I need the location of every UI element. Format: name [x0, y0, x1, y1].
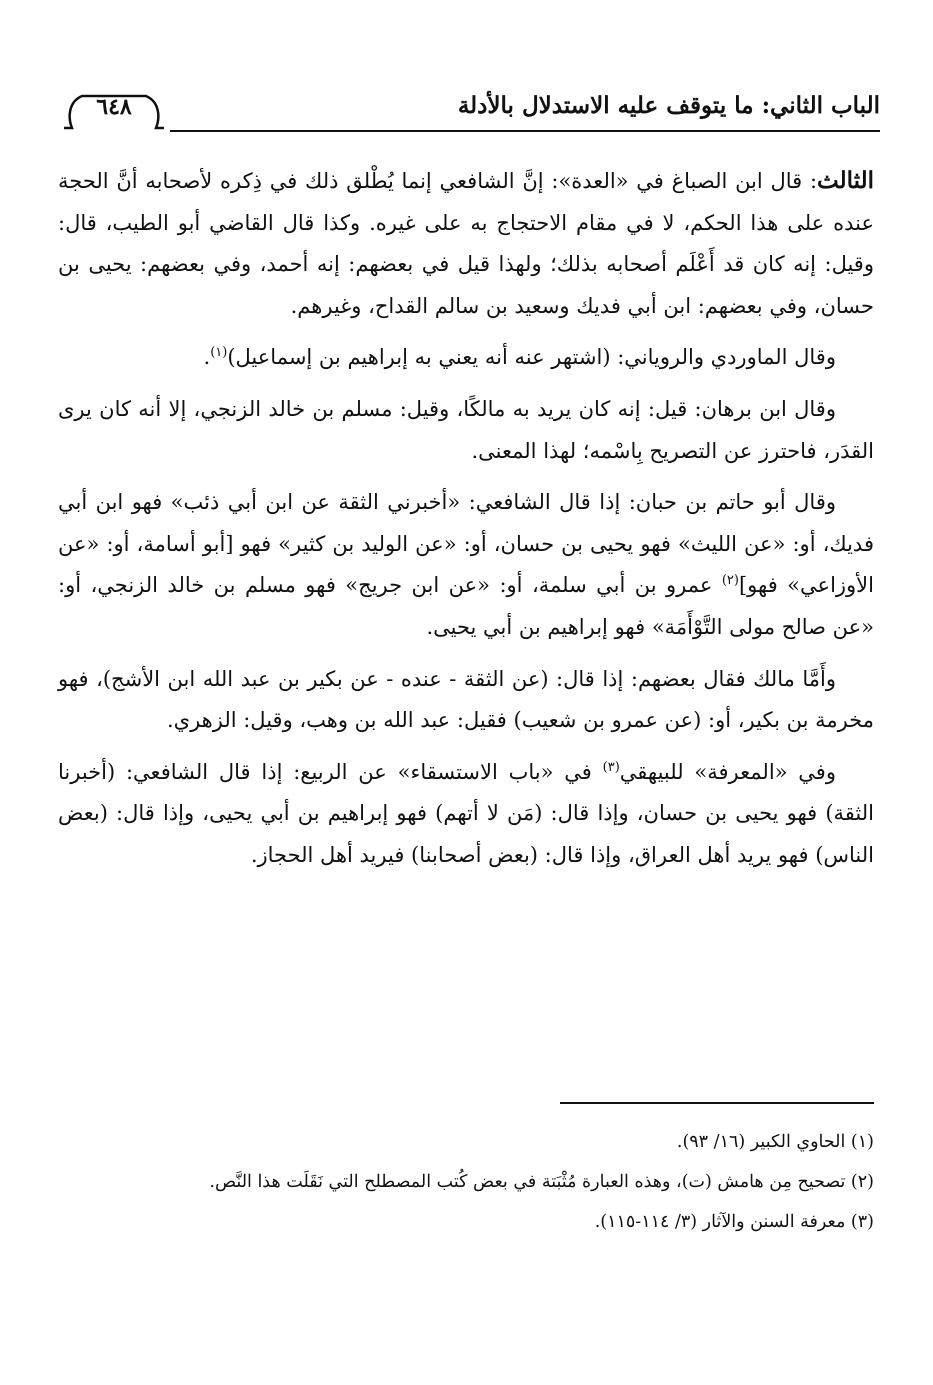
paragraph-text: وفي «المعرفة» للبيهقي [619, 759, 836, 784]
footnote-1: (١) الحاوي الكبير (١٦/ ٩٣). [676, 1132, 874, 1152]
footnote-ref-3[interactable]: (٣) [602, 759, 620, 775]
main-text [58, 160, 874, 887]
chapter-title: الباب الثاني: ما يتوقف عليه الاستدلال بالأدلة [457, 92, 880, 119]
paragraph-4 [58, 482, 874, 648]
paragraph-tail: . [203, 345, 211, 370]
footnote-divider [560, 1102, 874, 1104]
paragraph-2 [58, 337, 874, 379]
footnotes [58, 1124, 874, 1244]
header-divider [170, 130, 880, 132]
paragraph-text: وقال ابن برهان: قيل: إنه كان يريد به مالكًا، وقيل: مسلم بن خالد الزنجي، إلا أنه كان يرى القدَر، فاحترز عن التصريح بِاسْمه؛ لهذا المعنى. [58, 396, 874, 463]
paragraph-5 [58, 659, 874, 742]
page-header [60, 84, 880, 136]
page-number-badge [60, 88, 168, 130]
paragraph-tail: في «باب الاستسقاء» عن الربيع: إذا قال الشافعي: (أخبرنا الثقة) فهو يحيى بن حسان، وإذا قال: (مَن لا أتهم) فهو إبراهيم بن أبي يحيى، وإذا قال: (بعض الناس) فهو يريد أهل العراق، وإذا قال: (بعض أصحابنا) فيريد أهل الحجاز. [58, 759, 874, 867]
paragraph-6 [58, 752, 874, 877]
footnote-ref-1[interactable]: (١) [210, 345, 228, 361]
paragraph-tail: عمرو بن أبي سلمة، أو: «عن ابن جريج» فهو مسلم بن خالد الزنجي، أو: «عن صالح مولى التَّوْأَمَة» فهو إبراهيم بن أبي يحيى. [58, 573, 874, 639]
paragraph-1 [58, 160, 874, 327]
paragraph-text: وأَمَّا مالك فقال بعضهم: إذا قال: (عن الثقة - عنده - عن بكير بن عبد الله ابن الأشج)، فهو مخرمة بن بكير، أو: (عن عمرو بن شعيب) فقيل: عبد الله بن وهب، وقيل: الزهري. [58, 666, 874, 733]
paragraph-text: : قال ابن الصباغ في «العدة»: إنَّ الشافعي إنما يُطْلق ذلك في ذِكره لأصحابه أنَّ الحجة عنده على هذا الحكم، لا في مقام الاحتجاج به على غيره. وكذا قال القاضي أبو الطيب، قال: وقيل: إنه كان قد أَعْلَم أصحابه بذلك؛ ولهذا قيل في بعضهم: إنه أحمد، وفي بعضهم: يحيى بن حسان، وفي بعضهم: ابن أبي فديك وسعيد بن سالم القداح، وغيرهم. [58, 169, 874, 318]
paragraph-lead-word: الثالث [817, 167, 874, 194]
paragraph-text: وقال الماوردي والروياني: (اشتهر عنه أنه يعني به إبراهيم بن إسماعيل) [227, 345, 836, 370]
footnote-2: (٢) تصحيح مِن هامش (ت)، وهذه العبارة مُثْبَتة في بعض كُتب المصطلح التي نَقَلَت هذا النَّص. [209, 1172, 874, 1192]
paragraph-text: وقال أبو حاتم بن حبان: إذا قال الشافعي: «أخبرني الثقة عن ابن أبي ذئب» فهو ابن أبي فديك، أو: «عن الليث» فهو يحيى بن حسان، أو: «عن الوليد بن كثير» فهو [أبو أسامة، أو: «عن الأوزاعي» فهو] [58, 490, 874, 598]
page-number: ٦٤٨ [96, 94, 132, 120]
paragraph-3 [58, 389, 874, 472]
footnote-3: (٣) معرفة السنن والآثار (٣/ ١١٤-١١٥). [594, 1212, 874, 1232]
footnote-ref-2[interactable]: (٢) [721, 573, 739, 589]
